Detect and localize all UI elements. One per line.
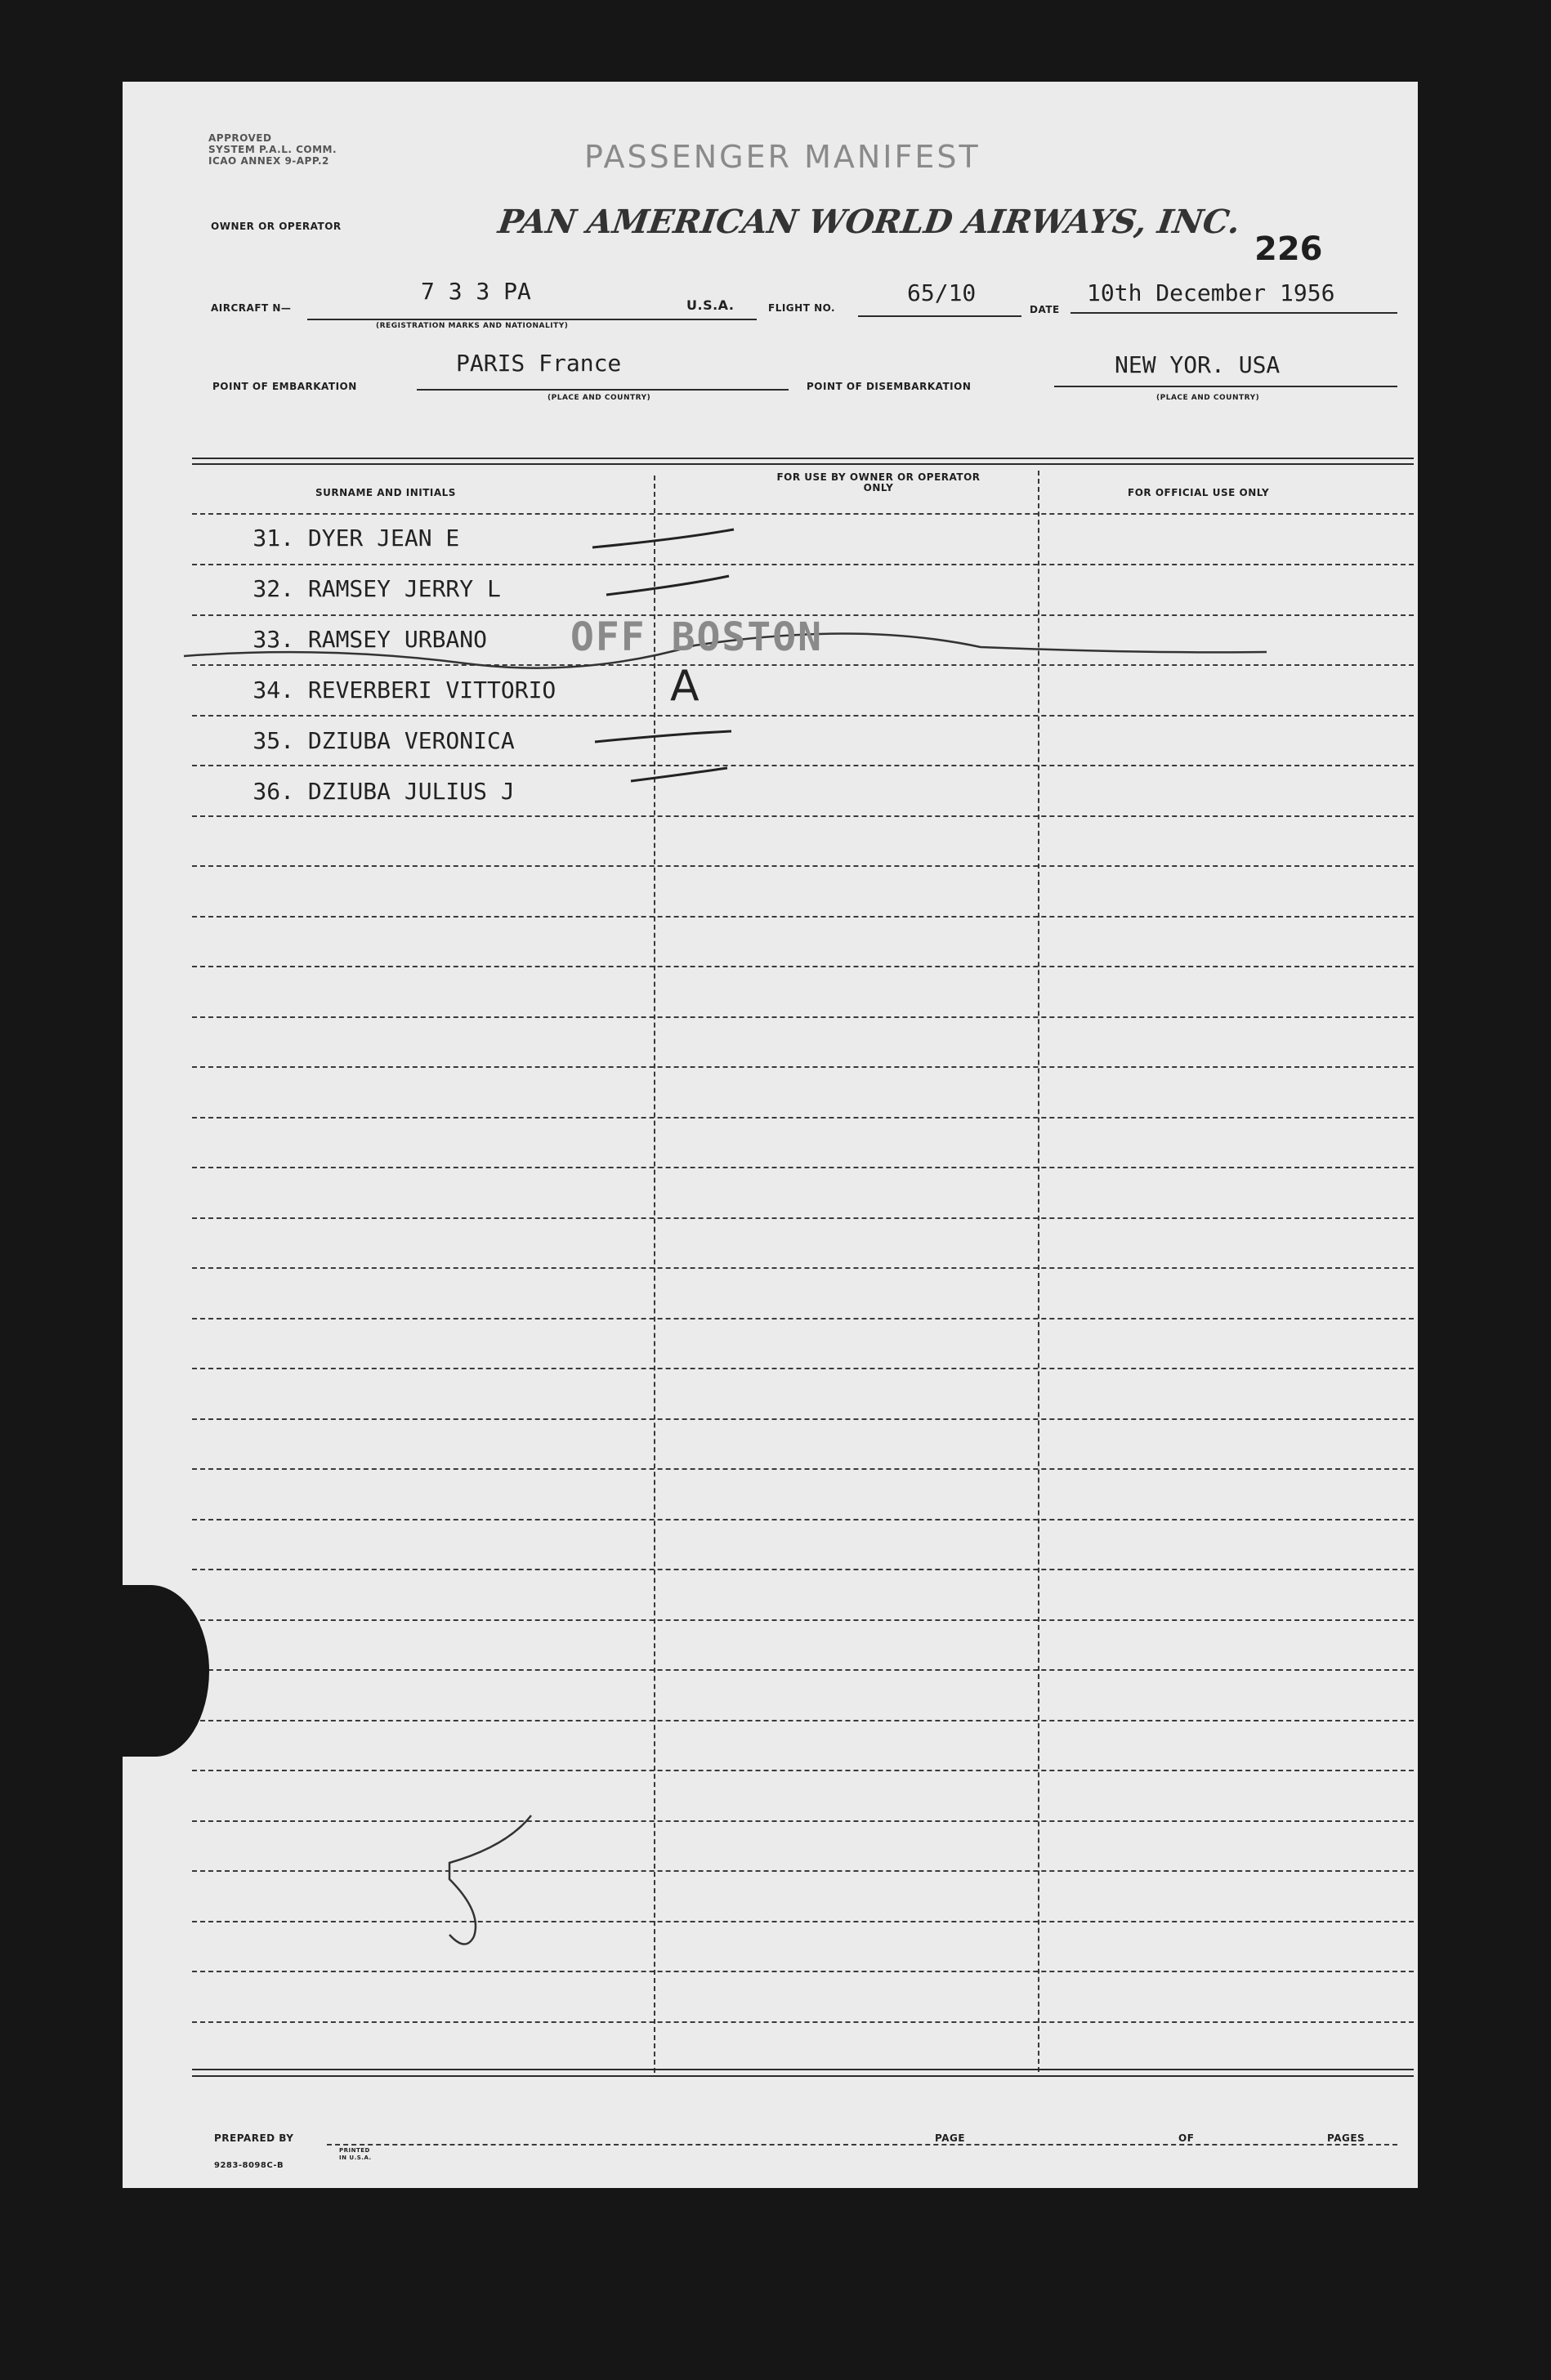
disembark-label: POINT OF DISEMBARKATION	[807, 381, 972, 392]
printer-mark: PRINTED IN U.S.A.	[339, 2147, 372, 2161]
usa-label: U.S.A.	[686, 297, 735, 313]
date-label: DATE	[1030, 304, 1060, 315]
disembark-sublabel: (PLACE AND COUNTRY)	[1156, 394, 1260, 402]
embark-label: POINT OF EMBARKATION	[212, 381, 357, 392]
embark-sublabel: (PLACE AND COUNTRY)	[548, 394, 651, 402]
prepared-by-label: PREPARED BY	[214, 2132, 294, 2144]
aircraft-label: AIRCRAFT N—	[211, 302, 292, 314]
pages-label: PAGES	[1324, 2132, 1368, 2144]
embark-value: PARIS France	[456, 350, 622, 377]
column-header-surname: SURNAME AND INITIALS	[315, 487, 456, 498]
flight-value: 65/10	[907, 279, 977, 306]
column-header-official: FOR OFFICIAL USE ONLY	[1128, 487, 1270, 498]
passenger-row: 31. DYER JEAN E	[253, 525, 460, 551]
passenger-row: 33. RAMSEY URBANO	[253, 626, 488, 653]
form-code: 9283-8098C-B	[214, 2161, 284, 2170]
handwritten-a: A	[670, 662, 700, 711]
manifest-sheet	[123, 82, 1418, 2188]
passenger-row: 35. DZIUBA VERONICA	[253, 727, 515, 754]
aircraft-value: 7 3 3 PA	[421, 278, 531, 305]
passenger-row: 36. DZIUBA JULIUS J	[253, 778, 515, 805]
off-boston-stamp: OFF BOSTON	[570, 614, 823, 660]
passenger-row: 32. RAMSEY JERRY L	[253, 575, 501, 602]
disembark-value: NEW YOR. USA	[1115, 351, 1281, 378]
approval-stamp: APPROVED SYSTEM P.A.L. COMM. ICAO ANNEX 9-APP.2	[208, 132, 337, 167]
column-header-owner: FOR USE BY OWNER OR OPERATOR ONLY	[776, 471, 981, 493]
manifest-number: 226	[1254, 230, 1323, 268]
date-value: 10th December 1956	[1087, 279, 1335, 306]
form-title: PASSENGER MANIFEST	[584, 139, 981, 175]
owner-value: PAN AMERICAN WORLD AIRWAYS, INC.	[495, 203, 1243, 241]
of-label: OF	[1175, 2132, 1197, 2144]
owner-label: OWNER OR OPERATOR	[211, 221, 342, 232]
flight-label: FLIGHT NO.	[768, 302, 836, 314]
passenger-row: 34. REVERBERI VITTORIO	[253, 676, 556, 703]
page-label: PAGE	[932, 2132, 968, 2144]
handwritten-marks	[123, 82, 1418, 2188]
aircraft-sublabel: (REGISTRATION MARKS AND NATIONALITY)	[376, 322, 569, 330]
